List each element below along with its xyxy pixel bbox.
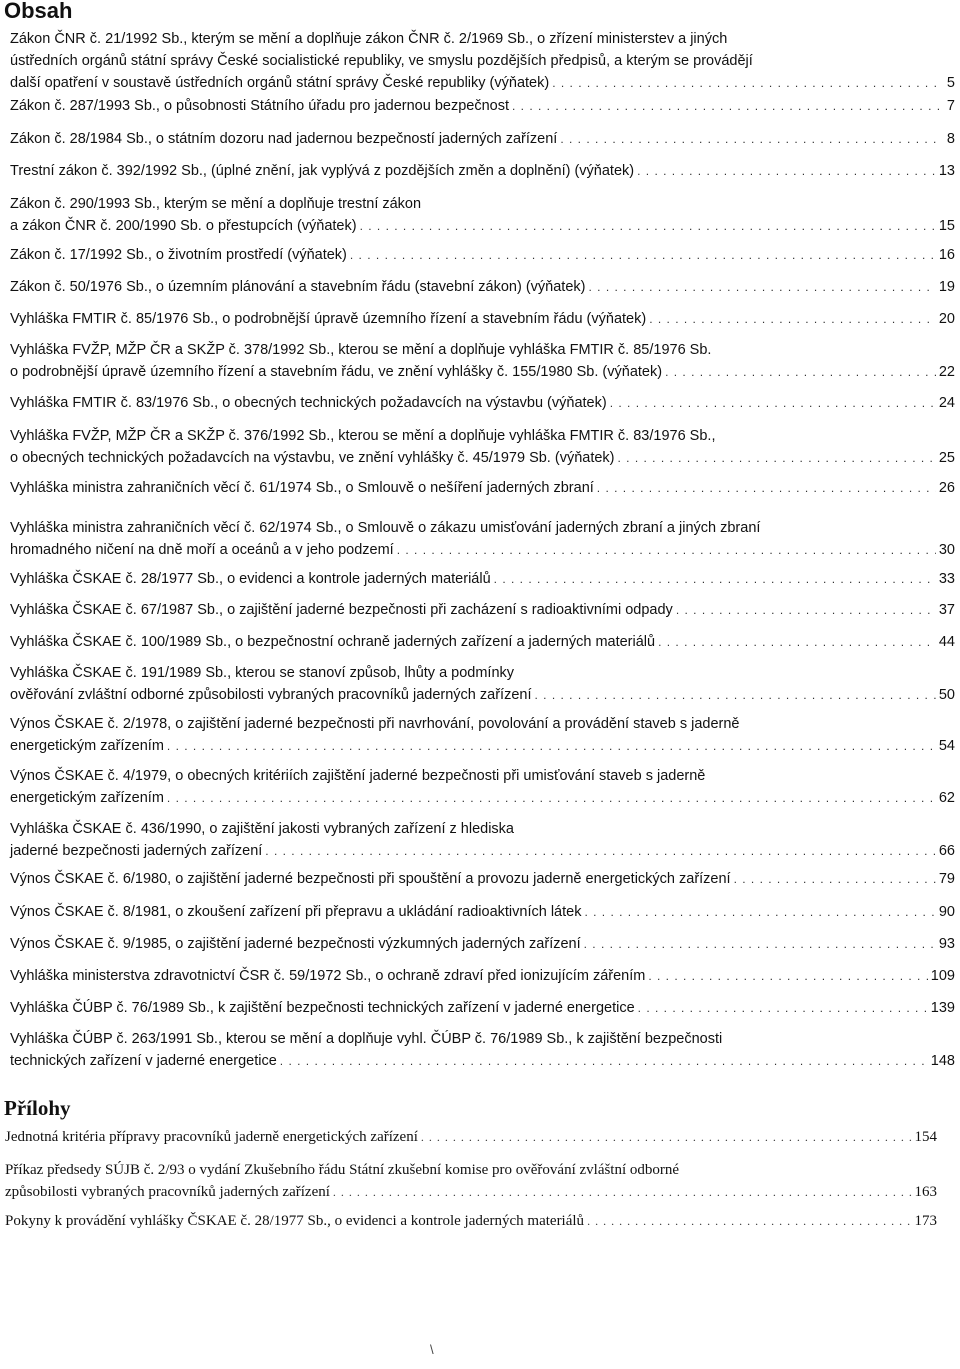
toc-entry: [10, 568, 955, 590]
entry-line: [10, 684, 955, 706]
dot-leader: [676, 599, 936, 621]
entry-line: [10, 662, 955, 684]
page-number: 33: [938, 571, 955, 587]
page-number: 79: [938, 871, 955, 887]
entry-line: [10, 308, 955, 330]
entry-text: Jednotná kritéria přípravy pracovníků jaderně energetických zařízení: [5, 1129, 418, 1145]
entry-line: [10, 818, 955, 840]
dot-leader: [350, 244, 936, 266]
page-number: 90: [938, 904, 955, 920]
toc-entry: [10, 997, 955, 1019]
dot-leader: [421, 1126, 912, 1148]
entry-line: [10, 840, 955, 862]
dot-leader: [638, 997, 928, 1019]
toc-entry: [10, 160, 955, 182]
entry-text: způsobilosti vybraných pracovníků jaderných zařízení: [5, 1184, 330, 1200]
dot-leader: [618, 447, 936, 469]
contents-heading: Obsah: [4, 0, 73, 23]
entry-line: [10, 997, 955, 1019]
entry-text: Výnos ČSKAE č. 2/1978, o zajištění jaderné bezpečnosti při navrhování, povolování a provádění staveb s jaderně: [10, 716, 740, 732]
dot-leader: [360, 215, 936, 237]
toc-entry: [10, 662, 955, 706]
page-number: 13: [938, 163, 955, 179]
entry-line: [10, 447, 955, 469]
entry-line: [10, 1050, 955, 1072]
appendices-heading: Přílohy: [4, 1096, 71, 1120]
toc-entry: [10, 933, 955, 955]
dot-leader: [648, 965, 927, 987]
page-number: 163: [914, 1184, 937, 1200]
toc-entry: [10, 339, 955, 383]
toc-entry: [10, 713, 955, 757]
entry-text: Výnos ČSKAE č. 4/1979, o obecných kritériích zajištění jaderné bezpečnosti při umisťování staveb s jaderně: [10, 768, 706, 784]
toc-entry: [10, 128, 955, 150]
entry-line: [10, 539, 955, 561]
page-number: 24: [938, 395, 955, 411]
entry-text: energetickým zařízením: [10, 738, 164, 754]
entry-text: Vyhláška ČSKAE č. 28/1977 Sb., o evidenci a kontrole jaderných materiálů: [10, 571, 491, 587]
dot-leader: [597, 477, 936, 499]
toc-entry: [10, 28, 955, 94]
dot-leader: [552, 72, 942, 94]
entry-text: Vyhláška FMTIR č. 85/1976 Sb., o podrobnější úpravě územního řízení a stavebním řádu (výňatek): [10, 311, 647, 327]
toc-entry: [10, 392, 955, 414]
entry-text: Zákon č. 17/1992 Sb., o životním prostředí (výňatek): [10, 247, 347, 263]
entry-line: [10, 787, 955, 809]
entry-text: Vyhláška ministra zahraničních věcí č. 61/1974 Sb., o Smlouvě o nešíření jaderných zbraní: [10, 480, 594, 496]
page-number: 19: [938, 279, 955, 295]
toc-entry: [10, 193, 955, 237]
entry-line: [10, 713, 955, 735]
entry-line: [10, 50, 955, 72]
entry-text: jaderné bezpečnosti jaderných zařízení: [10, 843, 263, 859]
dot-leader: [560, 128, 942, 150]
toc-entry: [10, 477, 955, 499]
entry-line: [10, 631, 955, 653]
dot-leader: [734, 868, 936, 890]
toc-entry: [10, 517, 955, 561]
appendix-entry: [5, 1159, 937, 1203]
entry-text: Vyhláška ČSKAE č. 67/1987 Sb., o zajištění jaderné bezpečnosti při zacházení s radioaktivními odpady: [10, 602, 673, 618]
entry-text: energetickým zařízením: [10, 790, 164, 806]
page-number: 26: [938, 480, 955, 496]
entry-line: [10, 339, 955, 361]
entry-line: [10, 901, 955, 923]
page-number: 37: [938, 602, 955, 618]
entry-text: Pokyny k provádění vyhlášky ČSKAE č. 28/1977 Sb., o evidenci a kontrole jaderných materiálů: [5, 1213, 585, 1229]
page-number: 22: [938, 364, 955, 380]
page-number: 16: [938, 247, 955, 263]
entry-line: [10, 1028, 955, 1050]
entry-line: [10, 425, 955, 447]
page-number: 15: [938, 218, 955, 234]
dot-leader: [167, 787, 936, 809]
dot-leader: [584, 933, 936, 955]
dot-leader: [584, 901, 935, 923]
entry-line: [10, 160, 955, 182]
toc-entry: [10, 631, 955, 653]
page-number: 62: [938, 790, 955, 806]
entry-text: Vyhláška ministra zahraničních věcí č. 62/1974 Sb., o Smlouvě o zákazu umisťování jaderných zbraní a jiných zbraní: [10, 520, 761, 536]
page-number: 20: [938, 311, 955, 327]
toc-entry: [10, 965, 955, 987]
page-number: 109: [930, 968, 955, 984]
entry-text: Vyhláška FVŽP, MŽP ČR a SKŽP č. 376/1992 Sb., kterou se mění a doplňuje vyhláška FMTIR č. 83/1976 Sb.,: [10, 428, 716, 444]
entry-text: Zákon ČNR č. 21/1992 Sb., kterým se mění a doplňuje zákon ČNR č. 2/1969 Sb., o zřízení ministerstev a jiných: [10, 31, 728, 47]
page-number: 44: [938, 634, 955, 650]
entry-line: [10, 193, 955, 215]
entry-line: [10, 361, 955, 383]
toc-entry: [10, 765, 955, 809]
entry-line: [10, 868, 955, 890]
toc-entry: [10, 425, 955, 469]
page-number: 7: [946, 98, 955, 114]
dot-leader: [587, 1210, 911, 1232]
dot-leader: [588, 276, 935, 298]
entry-text: hromadného ničení na dně moří a oceánů a v jeho podzemí: [10, 542, 394, 558]
toc-entry: [10, 1028, 955, 1072]
entry-line: [5, 1126, 937, 1148]
dot-leader: [649, 308, 936, 330]
page-number: 173: [914, 1213, 937, 1229]
dot-leader: [512, 95, 942, 117]
dot-leader: [494, 568, 936, 590]
toc-entry: [10, 818, 955, 862]
entry-line: [5, 1210, 937, 1232]
dot-leader: [610, 392, 936, 414]
entry-text: Zákon č. 28/1984 Sb., o státním dozoru nad jadernou bezpečností jaderných zařízení: [10, 131, 558, 147]
entry-line: [10, 517, 955, 539]
entry-line: [5, 1159, 937, 1181]
toc-entry: [10, 95, 955, 117]
dot-leader: [534, 684, 935, 706]
entry-line: [10, 477, 955, 499]
entry-line: [10, 28, 955, 50]
entry-text: Zákon č. 50/1976 Sb., o územním plánování a stavebním řádu (stavební zákon) (výňatek): [10, 279, 586, 295]
entry-line: [10, 735, 955, 757]
entry-line: [10, 95, 955, 117]
entry-line: [5, 1181, 937, 1203]
page-footer-mark: \: [430, 1342, 434, 1357]
entry-line: [10, 933, 955, 955]
dot-leader: [167, 735, 936, 757]
page-number: 5: [946, 75, 955, 91]
entry-text: Vyhláška FVŽP, MŽP ČR a SKŽP č. 378/1992 Sb., kterou se mění a doplňuje vyhláška FMTIR č. 85/1976 Sb.: [10, 342, 712, 358]
entry-text: Příkaz předsedy SÚJB č. 2/93 o vydání Zkušebního řádu Státní zkušební komise pro ověřování zvláštní odborné: [5, 1162, 680, 1178]
toc-entry: [10, 276, 955, 298]
entry-line: [10, 392, 955, 414]
page-number: 50: [938, 687, 955, 703]
appendix-entry: [5, 1210, 937, 1232]
appendix-entry: [5, 1126, 937, 1148]
entry-text: a zákon ČNR č. 200/1990 Sb. o přestupcích (výňatek): [10, 218, 357, 234]
dot-leader: [280, 1050, 928, 1072]
entry-text: Zákon č. 290/1993 Sb., kterým se mění a doplňuje trestní zákon: [10, 196, 422, 212]
entry-text: Vyhláška ministerstva zdravotnictví ČSR č. 59/1972 Sb., o ochraně zdraví před ionizujícím zářením: [10, 968, 646, 984]
dot-leader: [397, 539, 936, 561]
entry-text: Vyhláška ČSKAE č. 100/1989 Sb., o bezpečnostní ochraně jaderných zařízení a jaderných materiálů: [10, 634, 656, 650]
entry-text: Vyhláška FMTIR č. 83/1976 Sb., o obecných technických požadavcích na výstavbu (výňatek): [10, 395, 607, 411]
entry-line: [10, 568, 955, 590]
dot-leader: [665, 361, 936, 383]
entry-text: o obecných technických požadavcích na výstavbu, ve znění vyhlášky č. 45/1979 Sb. (výňatek): [10, 450, 615, 466]
entry-line: [10, 276, 955, 298]
entry-text: Vyhláška ČSKAE č. 436/1990, o zajištění jakosti vybraných zařízení z hlediska: [10, 821, 514, 837]
entry-text: Trestní zákon č. 392/1992 Sb., (úplné znění, jak vyplývá z pozdějších změn a doplnění) (výňatek): [10, 163, 635, 179]
page-number: 148: [930, 1053, 955, 1069]
page-number: 66: [938, 843, 955, 859]
toc-entry: [10, 868, 955, 890]
page-number: 8: [946, 131, 955, 147]
entry-text: Vyhláška ČSKAE č. 191/1989 Sb., kterou se stanoví způsob, lhůty a podmínky: [10, 665, 515, 681]
entry-line: [10, 128, 955, 150]
page-number: 154: [914, 1129, 937, 1145]
page-number: 25: [938, 450, 955, 466]
entry-line: [10, 965, 955, 987]
entry-text: další opatření v soustavě ústředních orgánů státní správy České republiky (výňatek): [10, 75, 550, 91]
toc-entry: [10, 901, 955, 923]
entry-text: technických zařízení v jaderné energetice: [10, 1053, 277, 1069]
entry-text: Výnos ČSKAE č. 6/1980, o zajištění jaderné bezpečnosti při spouštění a provozu jaderně energetických zařízení: [10, 871, 731, 887]
entry-text: ověřování zvláštní odborné způsobilosti vybraných pracovníků jaderných zařízení: [10, 687, 532, 703]
page-number: 139: [930, 1000, 955, 1016]
entry-text: Výnos ČSKAE č. 9/1985, o zajištění jaderné bezpečnosti výzkumných jaderných zařízení: [10, 936, 581, 952]
entry-line: [10, 72, 955, 94]
entry-text: Vyhláška ČÚBP č. 263/1991 Sb., kterou se mění a doplňuje vyhl. ČÚBP č. 76/1989 Sb., k zajištění bezpečnosti: [10, 1031, 723, 1047]
toc-entry: [10, 308, 955, 330]
entry-text: o podrobnější úpravě územního řízení a stavebním řádu, ve znění vyhlášky č. 155/1980 Sb. (výňatek): [10, 364, 663, 380]
entry-line: [10, 215, 955, 237]
page-number: 93: [938, 936, 955, 952]
dot-leader: [637, 160, 936, 182]
entry-line: [10, 599, 955, 621]
dot-leader: [333, 1181, 912, 1203]
entry-text: Výnos ČSKAE č. 8/1981, o zkoušení zařízení při přepravu a ukládání radioaktivních látek: [10, 904, 582, 920]
dot-leader: [265, 840, 936, 862]
page-number: 54: [938, 738, 955, 754]
entry-text: Vyhláška ČÚBP č. 76/1989 Sb., k zajištění bezpečnosti technických zařízení v jaderné energetice: [10, 1000, 635, 1016]
toc-entry: [10, 244, 955, 266]
page-number: 30: [938, 542, 955, 558]
entry-text: ústředních orgánů státní správy České socialistické republiky, ve smyslu pozdějších předpisů, a kterým se provádějí: [10, 53, 753, 69]
entry-text: Zákon č. 287/1993 Sb., o působnosti Státního úřadu pro jadernou bezpečnost: [10, 98, 509, 114]
entry-line: [10, 765, 955, 787]
dot-leader: [658, 631, 936, 653]
toc-entry: [10, 599, 955, 621]
entry-line: [10, 244, 955, 266]
